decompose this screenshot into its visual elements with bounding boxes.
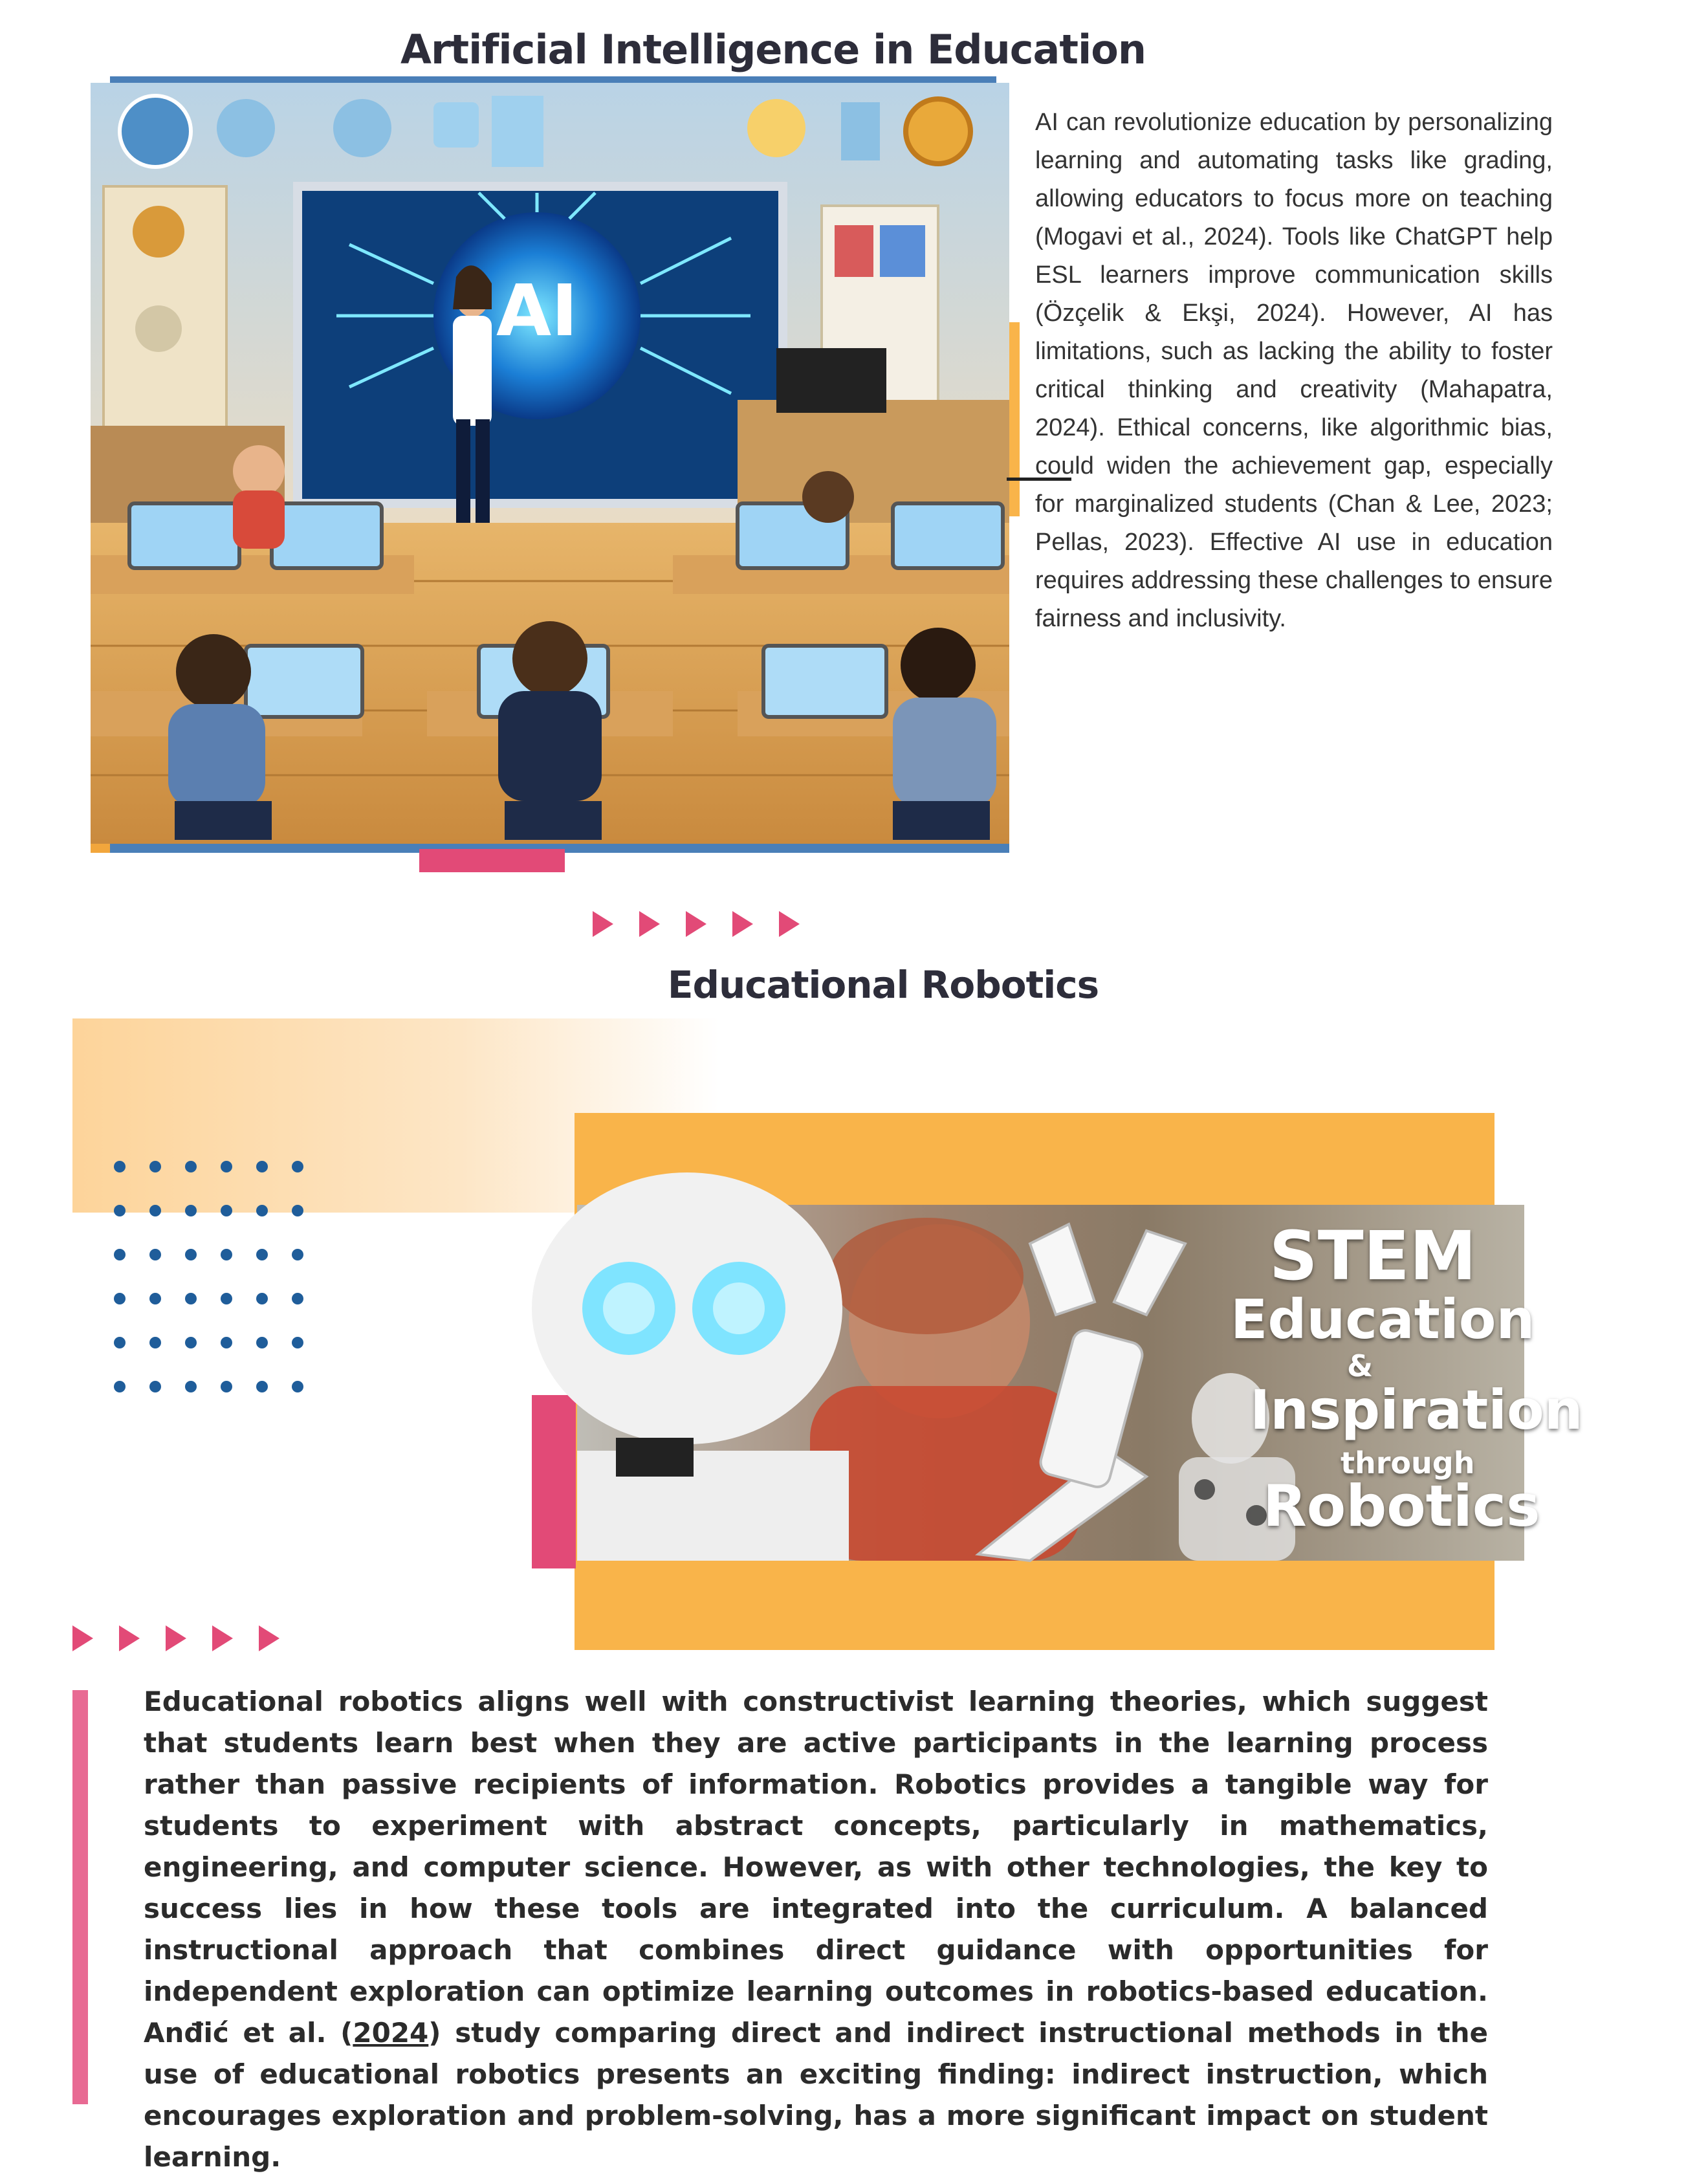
accent-bar-orange-vertical: [1009, 322, 1020, 516]
pink-quote-bar: [72, 1690, 88, 2104]
accent-bar-pink: [419, 849, 565, 872]
ai-classroom-illustration: [91, 76, 1009, 853]
dot-grid-decoration: [114, 1161, 314, 1407]
triangle-icon: [72, 1625, 93, 1651]
triangle-row-2: [72, 1625, 305, 1651]
triangle-icon: [259, 1625, 279, 1651]
stem-inspiration: Inspiration: [1250, 1378, 1583, 1442]
stem-title: STEM: [1269, 1216, 1477, 1295]
triangle-icon: [686, 911, 706, 937]
stem-education: Education: [1231, 1288, 1535, 1351]
stem-ampersand: &: [1346, 1348, 1374, 1383]
triangle-icon: [119, 1625, 140, 1651]
stem-through: through: [1341, 1446, 1475, 1480]
triangle-row-1: [593, 911, 826, 937]
ai-classroom-image: [91, 76, 1009, 853]
pink-side-bar: [532, 1395, 576, 1568]
ai-screen-label: AI: [496, 269, 578, 352]
section-title-ai: Artificial Intelligence in Education: [400, 26, 1146, 73]
robotics-body-text-part2: ) study comparing direct and indirect instructional methods in the use of educational robotics presents an exciting finding: indirect instruction, which encourages exploration and problem-solving, has a more significant impact on student learning.: [144, 2017, 1488, 2173]
triangle-icon: [166, 1625, 186, 1651]
ai-body-text: AI can revolutionize education by personalizing learning and automating tasks like grading, allowing educators to focus more on teaching (Mogavi et al., 2024). Tools like ChatGPT help ESL learners improve communication skills (Özçelik & Ekşi, 2024). However, AI has limitations, such as lacking the ability to foster critical thinking and creativity (Mahapatra, 2024). Ethical concerns, like algorithmic bias, could widen the achievement gap, especially for marginalized students (Chan & Lee, 2023; Pellas, 2023). Effective AI use in education requires addressing these challenges to ensure fairness and inclusivity.: [1035, 109, 1553, 632]
triangle-icon: [779, 911, 800, 937]
triangle-icon: [732, 911, 753, 937]
citation-year-link[interactable]: 2024: [353, 2017, 429, 2049]
triangle-icon: [639, 911, 660, 937]
stem-robotics: Robotics: [1263, 1473, 1540, 1539]
robotics-body-text-part1: Educational robotics aligns well with constructivist learning theories, which suggest that students learn best when they are active participants in the learning process rather than passive recipients of information. Robotics provides a tangible way for students to experiment with abstract concepts, particularly in mathematics, engineering, and computer science. However, as with other technologies, the key to success lies in how these tools are integrated into the curriculum. A balanced instructional approach that combines direct guidance with opportunities for independent exploration can optimize learning outcomes in robotics-based education. Anđić et al. (: [144, 1686, 1488, 2049]
robotics-body-text: [144, 1681, 1488, 2178]
triangle-icon: [212, 1625, 233, 1651]
stem-robotics-image: [577, 1205, 1583, 1561]
section-title-robotics: Educational Robotics: [667, 963, 1099, 1007]
triangle-icon: [593, 911, 613, 937]
